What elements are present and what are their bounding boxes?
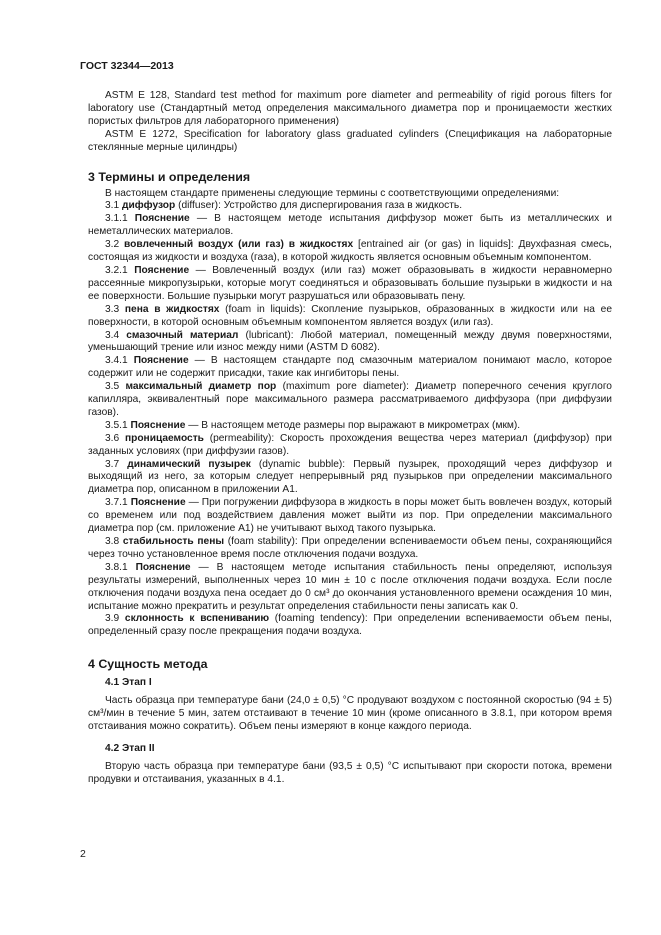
term-number: 3.1.1: [105, 213, 128, 225]
term-definition: (lubricant): Любой материал, помещенный между двумя поверхностями, уменьшающий трение или износ между ними (ASTM D 6082).: [88, 329, 612, 354]
term-number: 3.4: [105, 329, 120, 341]
term-number: 3.8.1: [105, 561, 128, 573]
term-item: [88, 239, 612, 265]
term-name: стабильность пены: [122, 536, 225, 547]
term-number: 3.5.1: [105, 419, 128, 431]
term-name: динамический пузырек: [127, 458, 251, 470]
reference-item: ASTM E 1272, Specification for laboratory glass graduated cylinders (Спецификация на лабораторные стеклянные мерные цилиндры): [88, 128, 612, 153]
term-definition: [entrained air (or gas) in liquids]: Двухфазная смесь, состоящая из жидкости и воздуха (газа), в которой жидкость является основным объемным компонентом.: [88, 239, 612, 264]
term-item: [88, 497, 612, 536]
doc-header: ГОСТ 32344—2013: [80, 60, 174, 72]
term-item: [88, 562, 612, 614]
term-definition: (foaming tendency): При определении вспениваемости объем пены, определенный сразу после прекращения подачи воздуха.: [88, 613, 612, 638]
term-definition: (foam stability): При определении вспениваемости объем пены, сохраняющийся через точно установленное время после отключения подачи воздуха.: [88, 536, 612, 560]
term-name: вовлеченный воздух (или газ) в жидкостях: [124, 239, 354, 251]
term-number: 3.5: [105, 381, 120, 393]
term-definition: — В настоящем методе испытания стабильность пены определяют, используя результаты измерений, выполненных через 10 мин ± 10 с после отключения подачи воздуха. Если после отключения подачи воздуха пена оседает до 0 см³ до окончания установленного времени осаждения 10 мин, испытание можно прекратить и результат определения стабильности пены записать как 0.: [88, 561, 612, 612]
stage-1-title: 4.1 Этап I: [105, 677, 152, 689]
term-item: [88, 613, 612, 639]
term-number: 3.7.1: [105, 497, 128, 509]
term-item: [88, 355, 612, 381]
term-definition: (maximum pore diameter): Диаметр поперечного сечения круглого капилляра, эквивалентный поре максимального размера рассматриваемого диффузора (при диффузии газов).: [88, 381, 612, 418]
stage-2-text: Вторую часть образца при температуре бани (93,5 ± 0,5) °С испытывают при скорости потока, времени продувки и отстаивания, указанных в 4.1.: [88, 760, 612, 785]
term-name: проницаемость: [124, 432, 204, 444]
stage-2-title: 4.2 Этап II: [105, 742, 155, 754]
term-item: [88, 420, 612, 433]
term-name: Пояснение: [133, 355, 189, 367]
term-item: [88, 304, 612, 330]
term-name: диффузор: [122, 200, 176, 212]
term-item: [88, 200, 612, 213]
term-number: 3.9: [105, 613, 120, 625]
term-definition: (diffuser): Устройство для диспергирования газа в жидкость.: [175, 200, 463, 212]
term-name: пена в жидкостях: [124, 303, 220, 315]
term-number: 3.7: [105, 458, 120, 470]
term-number: 3.6: [105, 432, 120, 444]
term-item: [88, 330, 612, 356]
term-definition: (foam in liquids): Скопление пузырьков, образованных в жидкости или на ее поверхности, в которой основным объемным компонентом является воздух (или газ).: [88, 303, 612, 328]
term-number: 3.2.1: [105, 264, 128, 276]
section-4-title: 4 Сущность метода: [88, 657, 208, 672]
term-item: [88, 433, 612, 459]
term-number: 3.1: [105, 200, 120, 212]
term-name: Пояснение: [135, 561, 191, 573]
stage-1-text: Часть образца при температуре бани (24,0 ± 0,5) °С продувают воздухом с постоянной скоростью (94 ± 5) см³/мин в течение 5 мин, затем отстаивают в течение 10 мин (кроме описанного в 3.8.1, при котором время отстаивания можно сократить). Объем пены измеряют в конце каждого периода.: [88, 695, 612, 733]
term-name: Пояснение: [130, 497, 186, 509]
terms-list: [88, 200, 612, 639]
term-definition: — В настоящем методе испытания диффузор может быть из металлических и неметаллических материалов.: [88, 213, 612, 238]
section-3-intro: В настоящем стандарте применены следующие термины с соответствующими определениями:: [105, 187, 560, 199]
term-number: 3.2: [105, 239, 120, 251]
term-name: Пояснение: [130, 419, 186, 431]
term-name: Пояснение: [134, 213, 190, 225]
reference-item: ASTM E 128, Standard test method for maximum pore diameter and permeability of rigid porous filters for laboratory use (Стандартный метод определения максимального диаметра пор и проницаемости жестких пористых фильтров для лабораторного применения): [88, 90, 612, 127]
term-item: [88, 536, 612, 562]
term-definition: — При погружении диффузора в жидкость в поры может быть вовлечен воздух, который со временем или под воздействием давления может выйти из пор. При определении максимального диаметра пор (см. приложение А1) не учитывают выход такого пузырька.: [88, 497, 612, 535]
term-item: [88, 213, 612, 239]
page-content: [88, 90, 612, 787]
term-number: 3.3: [105, 303, 120, 315]
term-name: максимальный диаметр пор: [125, 381, 277, 393]
term-number: 3.4.1: [105, 355, 128, 367]
section-3-title: 3 Термины и определения: [88, 169, 251, 184]
term-definition: — В настоящем методе размеры пор выражают в микрометрах (мкм).: [185, 419, 521, 431]
term-definition: (permeability): Скорость прохождения вещества через материал (диффузор) при заданных условиях (при диффузии газов).: [88, 432, 612, 457]
term-item: [88, 459, 612, 498]
term-name: Пояснение: [134, 264, 190, 276]
term-item: [88, 381, 612, 420]
term-number: 3.8: [105, 536, 120, 547]
term-name: склонность к вспениванию: [124, 613, 270, 625]
page-number: 2: [80, 848, 86, 860]
term-item: [88, 265, 612, 304]
term-definition: — Вовлеченный воздух (или газ) может образовывать в жидкости неравномерно рассеянные микропузырьки, которые могут соединяться и образовывать большие пузырьки в жидкости и на ее поверхности. Большие пузырьки могут разрушаться или образовывать пену.: [88, 264, 612, 302]
term-definition: (dynamic bubble): Первый пузырек, проходящий через диффузор и выходящий из него, за которым следует непрерывный ряд пузырьков при определении максимального диаметра пор, описанном в приложении А1.: [88, 458, 612, 496]
term-definition: — В настоящем стандарте под смазочным материалом понимают масло, которое содержит или не содержит присадки, такие как ингибиторы пены.: [88, 355, 612, 380]
term-name: смазочный материал: [126, 329, 239, 341]
